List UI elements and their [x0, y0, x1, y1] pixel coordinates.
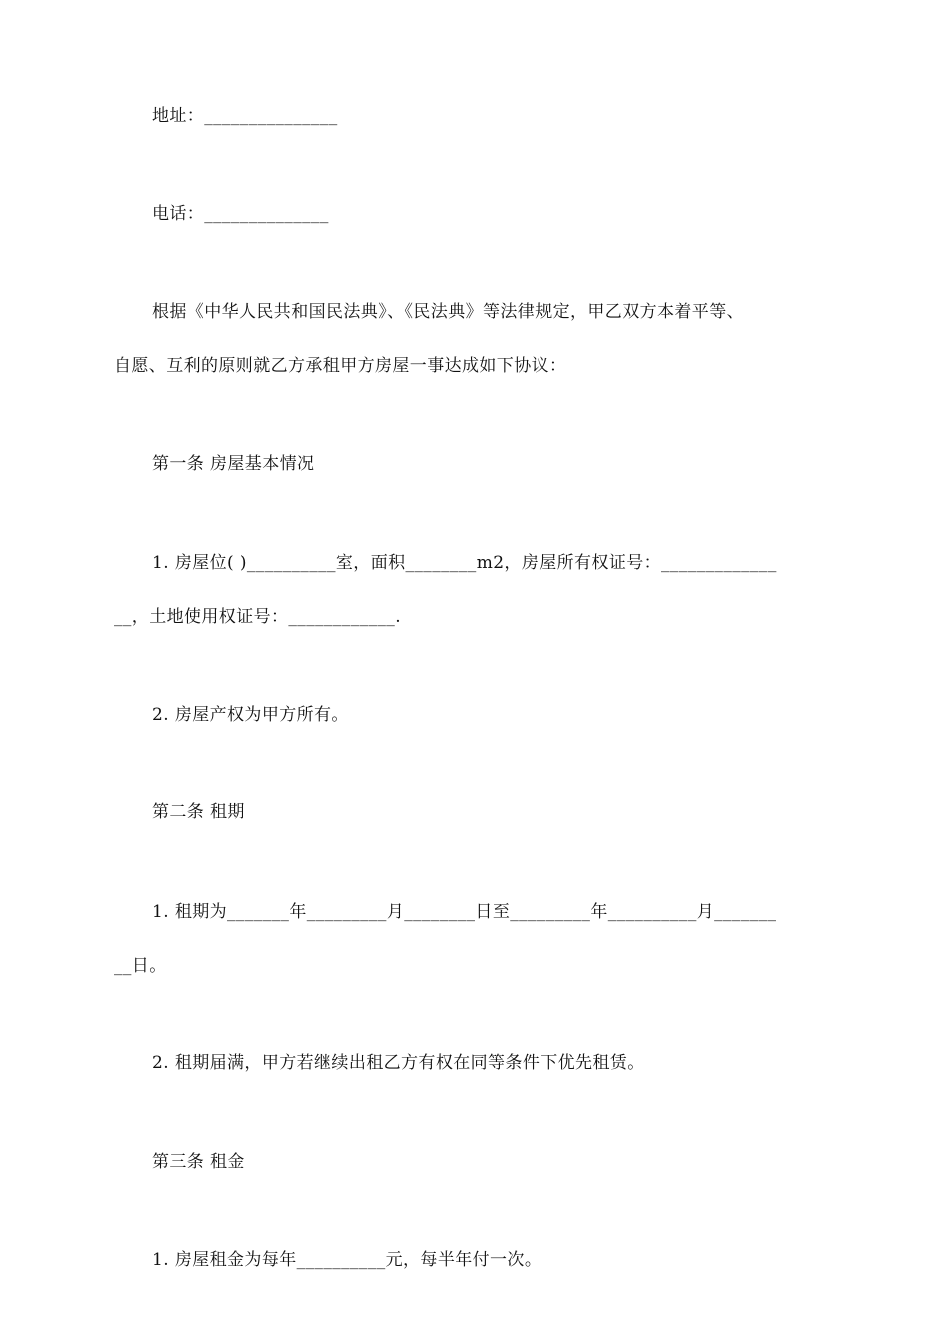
- article-1-clause-2: 2. 房屋产权为甲方所有。: [152, 705, 349, 725]
- article-2-clause-2: 2. 租期届满，甲方若继续出租乙方有权在同等条件下优先租赁。: [152, 1053, 645, 1073]
- preamble-line-1: 根据《中华人民共和国民法典》、《民法典》等法律规定，甲乙双方本着平等、: [152, 302, 744, 322]
- article-2-clause-1-line-1: 1. 租期为_______年_________月________日至_________年__________月_______: [152, 902, 777, 922]
- article-3-heading: 第三条 租金: [152, 1152, 245, 1172]
- article-1-clause-1-line-2: __，土地使用权证号：____________.: [114, 607, 402, 627]
- article-1-heading: 第一条 房屋基本情况: [152, 454, 315, 474]
- article-3-clause-1: 1. 房屋租金为每年__________元，每半年付一次。: [152, 1250, 543, 1270]
- article-2-clause-1-line-2: __日。: [114, 956, 167, 976]
- preamble-line-2: 自愿、互利的原则就乙方承租甲方房屋一事达成如下协议：: [114, 356, 567, 376]
- article-2-heading: 第二条 租期: [152, 802, 245, 822]
- article-1-clause-1-line-1: 1. 房屋位( )__________室，面积________m2，房屋所有权证号：_____________: [152, 553, 777, 573]
- address-line: 地址：_______________: [152, 106, 338, 126]
- phone-line: 电话：______________: [152, 204, 329, 224]
